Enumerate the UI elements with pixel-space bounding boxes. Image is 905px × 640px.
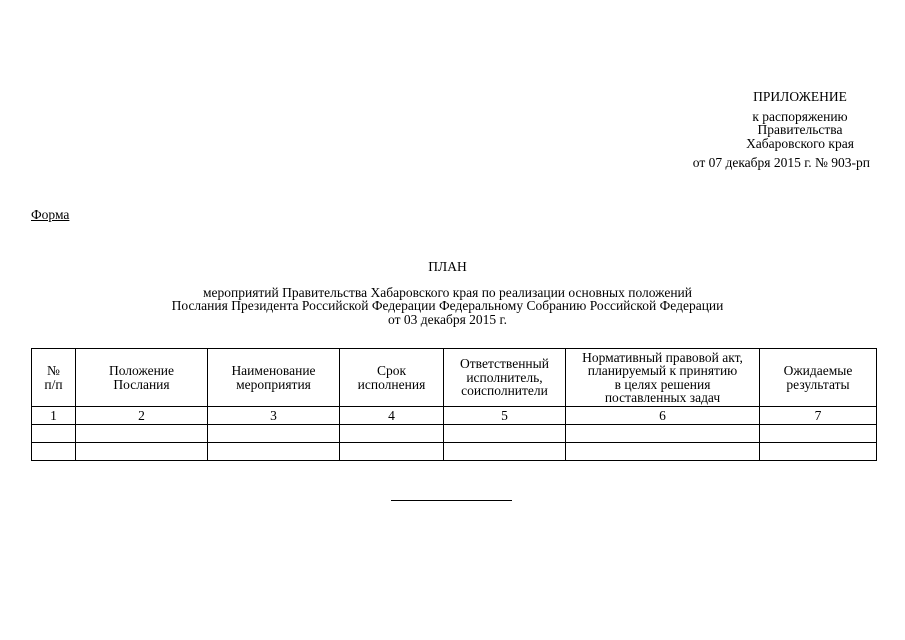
col-number-cell: 6	[566, 407, 760, 425]
appendix-date: от 07 декабря 2015 г. № 903-рп	[692, 155, 870, 170]
appendix-line-1: к распоряжению	[752, 108, 848, 124]
table-number-row	[32, 407, 877, 425]
plan-subtitle-line-2: Послания Президента Российской Федерации Федеральному Собранию Российской Федерации	[171, 298, 724, 313]
table-header-row	[32, 349, 877, 407]
form-label: Форма	[31, 207, 70, 222]
table-cell	[566, 443, 760, 461]
col-number-cell: 5	[444, 407, 566, 425]
col-number-cell: 4	[340, 407, 444, 425]
plan-table	[31, 348, 877, 461]
col-number-cell: 2	[76, 407, 208, 425]
appendix-block	[670, 90, 870, 170]
col-header-expected-results: Ожидаемые результаты	[760, 349, 877, 407]
table-cell	[760, 425, 877, 443]
table-cell	[340, 443, 444, 461]
table-cell	[340, 425, 444, 443]
table-cell	[444, 443, 566, 461]
table-cell	[76, 425, 208, 443]
appendix-title: ПРИЛОЖЕНИЕ	[753, 89, 847, 104]
table-cell	[444, 425, 566, 443]
table-row	[32, 425, 877, 443]
appendix-line-3: Хабаровского края	[746, 135, 854, 151]
plan-subtitle-line-1: мероприятий Правительства Хабаровского края по реализации основных положений	[202, 284, 693, 300]
plan-subtitle-line-3: от 03 декабря 2015 г.	[388, 311, 507, 327]
plan-heading: ПЛАН	[428, 259, 467, 274]
table-cell	[32, 443, 76, 461]
table-cell	[760, 443, 877, 461]
table-cell	[208, 425, 340, 443]
table-cell	[32, 425, 76, 443]
table-row	[32, 443, 877, 461]
appendix-line-2: Правительства	[757, 122, 843, 137]
col-header-regulatory-act: Нормативный правовой акт, планируемый к принятию в целях решения поставленных задач	[566, 349, 760, 407]
col-header-activity-name: Наименование мероприятия	[208, 349, 340, 407]
col-header-number: № п/п	[32, 349, 76, 407]
end-separator-line	[391, 500, 512, 501]
col-header-responsible: Ответственный исполнитель, соисполнители	[444, 349, 566, 407]
table-cell	[76, 443, 208, 461]
plan-title-block	[0, 260, 905, 326]
table-cell	[566, 425, 760, 443]
col-number-cell: 1	[32, 407, 76, 425]
col-number-cell: 7	[760, 407, 877, 425]
col-header-message-provision: Положение Послания	[76, 349, 208, 407]
col-header-deadline: Срок исполнения	[340, 349, 444, 407]
table-cell	[208, 443, 340, 461]
col-number-cell: 3	[208, 407, 340, 425]
